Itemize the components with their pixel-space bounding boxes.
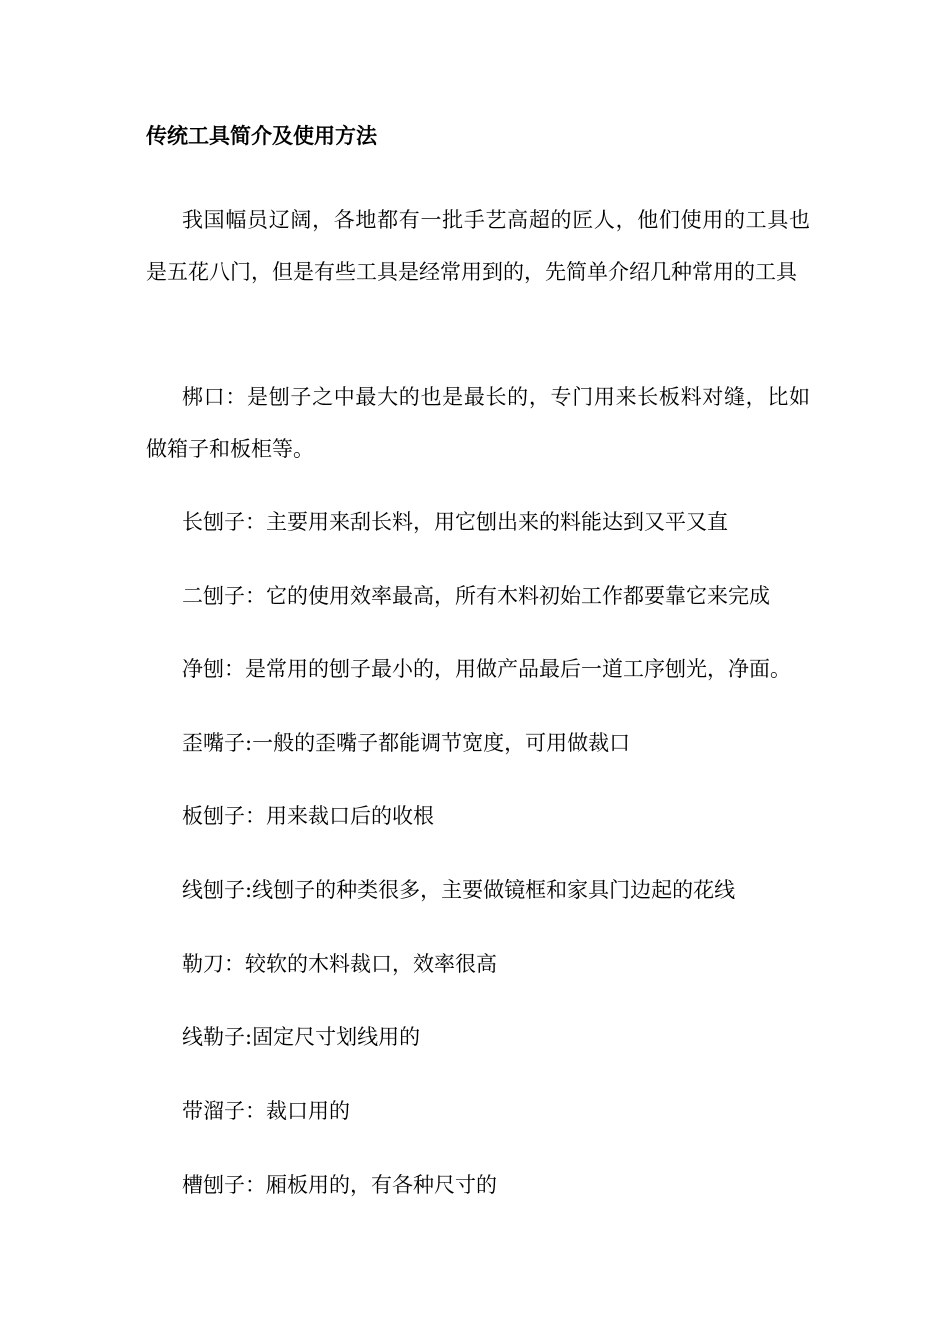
tool-line: 板刨子：用来裁口后的收根	[182, 804, 434, 828]
tool-line: 长刨子：主要用来刮长料，用它刨出来的料能达到又平又直	[182, 510, 728, 534]
tool-line: 勒刀：较软的木料裁口，效率很高	[182, 952, 497, 976]
tool-line: 线刨子:线刨子的种类很多，主要做镜框和家具门边起的花线	[182, 878, 736, 902]
tool-paragraph-bangkou: 梆口：是刨子之中最大的也是最长的，专门用来长板料对缝，比如做箱子和板柜等。	[146, 385, 810, 461]
tool-line: 线勒子:固定尺寸划线用的	[182, 1025, 421, 1049]
tool-line: 二刨子：它的使用效率最高，所有木料初始工作都要靠它来完成	[182, 584, 770, 608]
intro-paragraph: 我国幅员辽阔，各地都有一批手艺高超的匠人，他们使用的工具也是五花八门，但是有些工具是经常用到的，先简单介绍几种常用的工具	[146, 208, 810, 284]
document-title: 传统工具简介及使用方法	[146, 123, 377, 148]
tool-line: 净刨：是常用的刨子最小的，用做产品最后一道工序刨光，净面。	[182, 657, 791, 681]
tool-line: 槽刨子：厢板用的，有各种尺寸的	[182, 1173, 497, 1197]
tool-line: 歪嘴子:一般的歪嘴子都能调节宽度，可用做裁口	[182, 731, 631, 755]
tool-line: 带溜子：裁口用的	[182, 1099, 350, 1123]
